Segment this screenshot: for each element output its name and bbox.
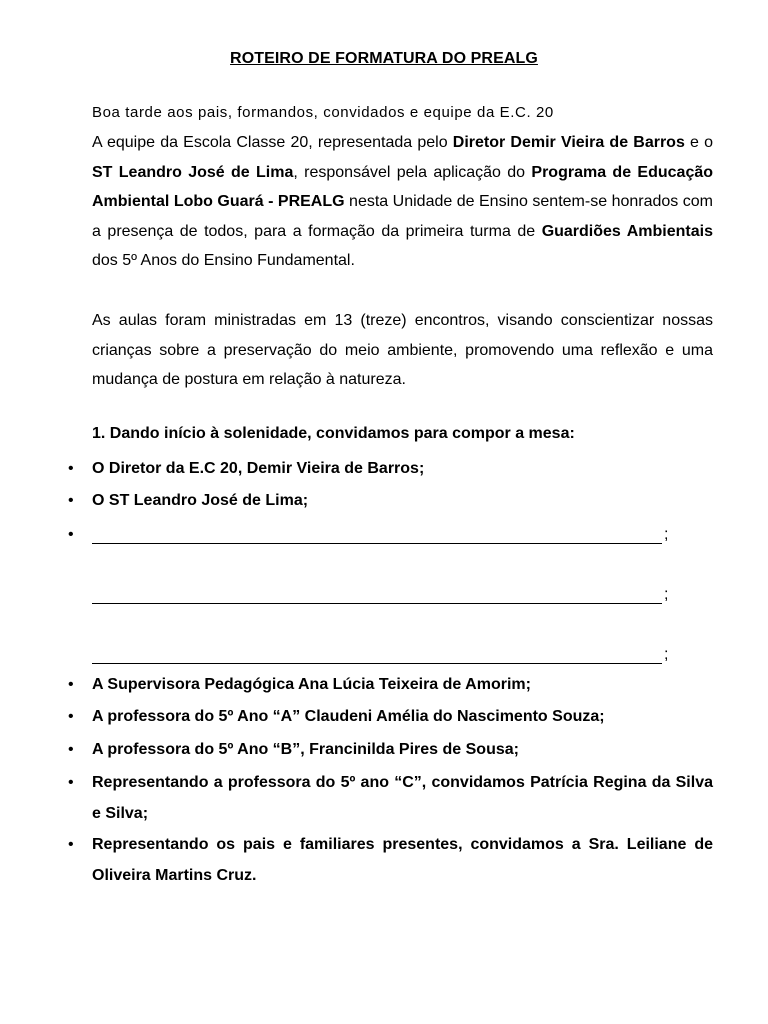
intro-bold-program: Programa de Educação Ambiental Lobo Guará - PREALG [92,163,714,210]
intro-text-4: nesta Unidade de Ensino sentem-se honrados com a presença de todos, para a formação da primeira turma de [92,193,713,240]
list-item [68,453,713,484]
fill-in-line [92,543,662,544]
intro-bold-st: ST Leandro José de Lima [92,163,294,181]
list-item-text: A professora do 5º Ano “B”, Francinilda Pires de Sousa; [92,741,519,758]
bullet-icon: • [68,774,74,791]
list-item-blank [68,519,713,550]
fill-in-suffix: ; [664,646,669,663]
list-item [68,829,713,891]
fill-in-suffix: ; [664,586,669,603]
list-item [68,701,713,732]
bullet-icon: • [68,526,74,543]
list-item [68,485,713,516]
list-item [68,767,713,829]
fill-in-line [92,663,662,664]
bullet-icon: • [68,836,74,853]
list-item-text: Representando os pais e familiares presentes, convidamos a Sra. Leiliane de Oliveira Martins Cruz. [92,836,713,884]
intro-bold-director: Diretor Demir Vieira de Barros [452,134,685,151]
document-title: ROTEIRO DE FORMATURA DO PREALG [230,50,538,67]
bullet-icon: • [68,492,74,509]
intro-text-5: dos 5º Anos do Ensino Fundamental. [92,252,355,269]
fill-in-blank [92,639,672,670]
intro-text-1: A equipe da Escola Classe 20, representada pelo [92,134,453,151]
list-item-text: Representando a professora do 5º ano “C”, convidamos Patrícia Regina da Silva e Silva; [92,774,713,822]
fill-in-blank [92,579,672,610]
list-item [68,669,713,700]
list-item-text: O ST Leandro José de Lima; [92,492,309,509]
intro-text-2: e o [684,134,714,151]
fill-in-line [92,603,662,604]
greeting-line: Boa tarde aos pais, formandos, convidados e equipe da E.C. 20 [92,104,554,121]
list-item-text: O Diretor da E.C 20, Demir Vieira de Barros; [92,460,425,477]
section-heading: 1. Dando início à solenidade, convidamos para compor a mesa: [92,425,575,442]
bullet-icon: • [68,708,74,725]
classes-paragraph: As aulas foram ministradas em 13 (treze) encontros, visando conscientizar nossas crianças sobre a preservação do meio ambiente, promovendo uma reflexão e uma mudança de postura em relação à natureza. [92,312,713,388]
bullet-icon: • [68,741,74,758]
bullet-icon: • [68,676,74,693]
intro-text-3: , responsável pela aplicação do [293,163,532,181]
intro-paragraph [92,128,713,276]
list-item-text: A Supervisora Pedagógica Ana Lúcia Teixeira de Amorim; [92,676,531,693]
list-item-text: A professora do 5º Ano “A” Claudeni Amélia do Nascimento Souza; [92,708,605,725]
list-item [68,734,713,765]
intro-bold-guardians: Guardiões Ambientais [541,222,713,240]
bullet-icon: • [68,460,74,477]
fill-in-suffix: ; [664,526,669,543]
